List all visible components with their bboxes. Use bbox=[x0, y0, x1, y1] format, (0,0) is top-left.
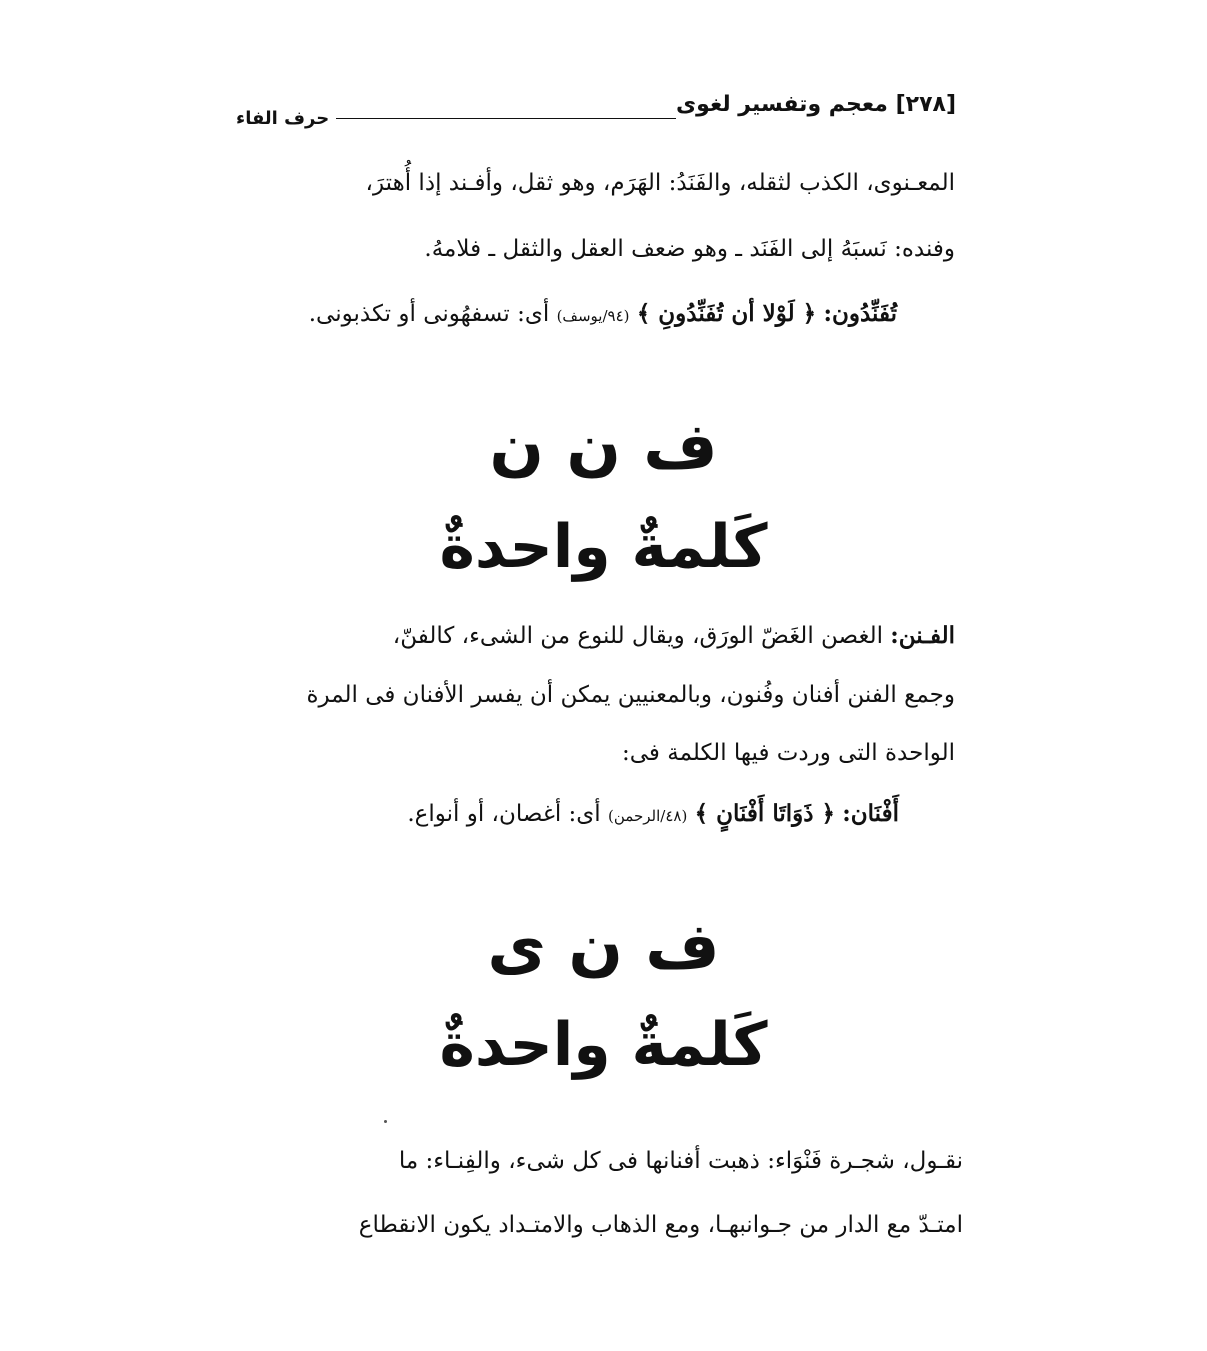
headword: تُفَنِّدُون: bbox=[823, 300, 897, 327]
gloss: أى: تسفهُونى أو تكذبونى. bbox=[308, 301, 550, 327]
headword: الفـنن: bbox=[890, 622, 955, 649]
running-header bbox=[228, 92, 956, 136]
entry-line: نقـول، شجـرة فَنْوَاء: ذهبت أفنانها فى كل شىء، والفِنـاء: ما bbox=[398, 1148, 963, 1174]
word-count-heading: كَلمةٌ واحدةٌ bbox=[439, 512, 768, 582]
entry-line: وجمع الفنن أفنان وفُنون، وبالمعنيين يمكن أن يفسر الأفنان فى المرة bbox=[306, 682, 955, 708]
verse-reference: (٤٨/الرحمن) bbox=[608, 807, 688, 825]
print-speck bbox=[384, 1120, 387, 1123]
gloss: أى: أغصان، أو أنواع. bbox=[407, 801, 601, 827]
entry-line: المعـنوى، الكذب لثقله، والفَنَدُ: الهَرَم، وهو ثقل، وأفـند إذا أُهترَ، bbox=[365, 170, 955, 196]
entry-line: امتـدّ مع الدار من جـوانبهـا، ومع الذهاب والامتـداد يكون الانقطاع bbox=[358, 1212, 963, 1238]
definition: الغصن الغَضّ الورَق، ويقال للنوع من الشىء، كالفنّ، bbox=[392, 623, 883, 649]
quran-quote: ﴿ ذَوَاتَا أَفْنَانٍ ﴾ bbox=[694, 800, 835, 827]
quran-citation-line bbox=[309, 300, 897, 327]
page-title: [٢٧٨] معجم وتفسير لغوى bbox=[676, 92, 956, 117]
word-count-heading: كَلمةٌ واحدةٌ bbox=[439, 1010, 768, 1080]
entry-line: وفنده: نَسبَهُ إلى الفَنَد ـ وهو ضعف العقل والثقل ـ فلامهُ. bbox=[424, 236, 955, 262]
section-label: حرف الفاء bbox=[236, 108, 330, 129]
entry-line bbox=[393, 622, 955, 649]
root-heading: ف ن ى bbox=[487, 910, 720, 984]
entry-line: الواحدة التى وردت فيها الكلمة فى: bbox=[622, 740, 955, 766]
verse-reference: (٩٤/يوسف) bbox=[556, 307, 630, 325]
header-rule bbox=[336, 118, 676, 119]
quran-citation-line bbox=[407, 800, 899, 827]
quran-quote: ﴿ لَوْلا أن تُفَنِّدُونِ ﴾ bbox=[636, 300, 817, 327]
headword: أَفْنَان: bbox=[842, 800, 899, 827]
root-heading: ف ن ن bbox=[489, 410, 718, 484]
